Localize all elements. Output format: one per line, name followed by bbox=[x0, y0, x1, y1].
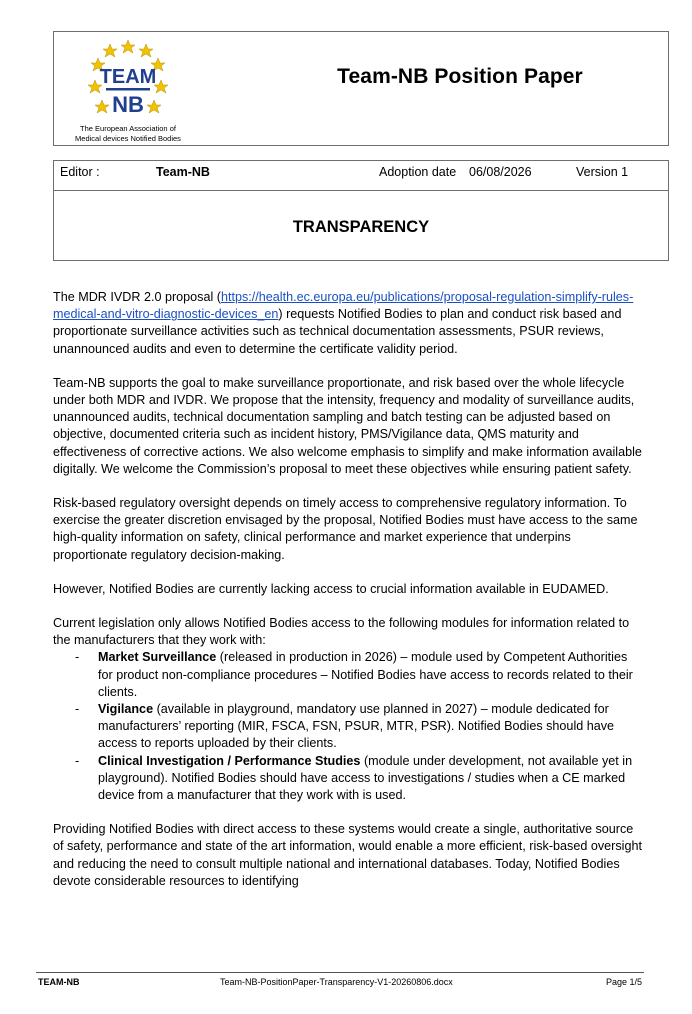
bullet-dash: - bbox=[75, 650, 80, 665]
p1-after: ) requests Notified Bodies to plan and conduct risk based and proportionate surveillance activities such as technical documentation assessments, PSUR reviews, unannounced audits and even to determine the certificate validity period. bbox=[53, 307, 622, 356]
footer-filename: Team-NB-PositionPaper-Transparency-V1-20260806.docx bbox=[220, 977, 453, 987]
paragraph-legislation: Current legislation only allows Notified Bodies access to the following modules for information related to the manufacturers that they work with: bbox=[53, 616, 630, 648]
paragraph-direct-access: Providing Notified Bodies with direct access to these systems would create a single, authoritative source of safety, performance and state of the art information, would enable a more efficient, risk-based oversight and reducing the need to consult multiple national and international databases. Today, Notified Bodies devote considerable resources to identifying bbox=[53, 822, 642, 888]
list-item bbox=[53, 701, 643, 753]
header-box bbox=[53, 31, 669, 146]
footer-left: TEAM-NB bbox=[38, 977, 80, 987]
document-body bbox=[53, 289, 643, 907]
adoption-date-label: Adoption date bbox=[379, 165, 457, 179]
module-name: Clinical Investigation / Performance Studies bbox=[98, 753, 361, 768]
module-name: Market Surveillance bbox=[98, 650, 217, 665]
paragraph-oversight: Risk-based regulatory oversight depends on timely access to comprehensive regulatory information. To exercise the greater discretion envisaged by the proposal, Notified Bodies must have access to the same high-quality information on safety, clinical performance and market experience that underpins proportionate regulatory decision-making. bbox=[53, 496, 638, 562]
editor-label: Editor : bbox=[60, 165, 100, 179]
logo-nb-text: NB bbox=[112, 92, 144, 117]
topic-title: TRANSPARENCY bbox=[292, 218, 430, 236]
proposal-link[interactable]: https://health.ec.europa.eu/publications/proposal-regulation-simplify-rules-medical-and-vitro-diagnostic-devices_en bbox=[53, 290, 634, 322]
adoption-date-value: 06/08/2026 bbox=[469, 165, 532, 179]
module-description: (module under development, not available yet in playground). Notified Bodies should have access to investigations / studies when a CE marked device from a manufacturer that they work with is used. bbox=[98, 753, 633, 803]
meta-box bbox=[53, 160, 669, 261]
team-nb-logo-graphic bbox=[86, 38, 170, 128]
logo-team-text: TEAM bbox=[99, 66, 157, 88]
list-item bbox=[53, 753, 643, 805]
paragraph-proposal bbox=[53, 289, 643, 358]
document-title: Team-NB Position Paper bbox=[337, 65, 583, 88]
bullet-dash: - bbox=[75, 753, 80, 768]
editor-value: Team-NB bbox=[156, 165, 210, 179]
version-label: Version 1 bbox=[576, 165, 629, 179]
module-description: (available in playground, mandatory use planned in 2027) – module dedicated for manufacturers’ reporting (MIR, FSCA, FSN, PSUR, MTR, PSR). Notified Bodies should have access to reports uploaded by their clients. bbox=[98, 702, 615, 751]
page-footer bbox=[36, 972, 644, 993]
module-list bbox=[53, 649, 643, 804]
bullet-dash: - bbox=[75, 702, 80, 717]
paragraph-eudamed: However, Notified Bodies are currently lacking access to crucial information available in EUDAMED. bbox=[53, 581, 609, 596]
module-description: (released in production in 2026) – module used by Competent Authorities for product non-compliance procedures – Notified Bodies have access to records related to their clients. bbox=[98, 650, 633, 699]
logo-caption bbox=[68, 124, 188, 144]
footer-page-number: Page 1/5 bbox=[605, 977, 642, 987]
team-nb-logo bbox=[68, 38, 188, 142]
paragraph-support: Team-NB supports the goal to make surveillance proportionate, and risk based over the whole lifecycle under both MDR and IVDR. We propose that the intensity, frequency and modality of surveillance audits, unannounced audits, technical documentation sampling and batch testing can be adjusted based on objective, documented criteria such as incident history, PMS/Vigilance data, QMS maturity and effectiveness of corrective actions. We also welcome emphasis to simplify and make information available digitally. We welcome the Commission’s proposal to meet these objectives while ensuring patient safety. bbox=[53, 375, 642, 476]
list-item bbox=[53, 649, 643, 701]
p1-before: The MDR IVDR 2.0 proposal ( bbox=[53, 290, 221, 304]
logo-caption-line1: The European Association of bbox=[80, 124, 176, 133]
logo-caption-line2: Medical devices Notified Bodies bbox=[75, 134, 181, 143]
module-name: Vigilance bbox=[98, 702, 154, 717]
meta-row bbox=[54, 161, 668, 191]
